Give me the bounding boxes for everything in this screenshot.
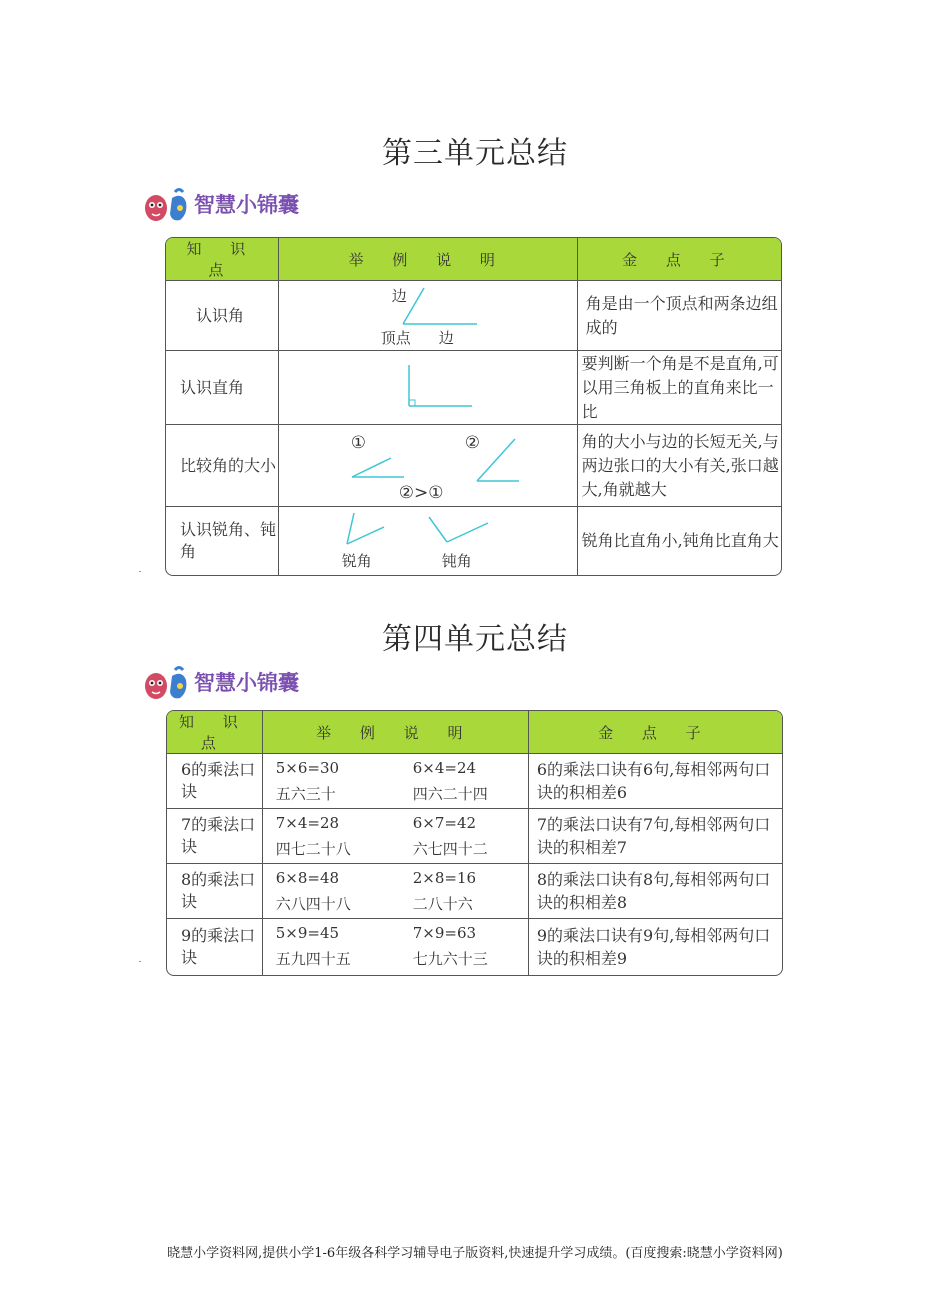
right-angle-diagram <box>279 351 579 425</box>
header-example: 举 例 说 明 <box>279 238 578 281</box>
knowledge-point: 9的乘法口诀 <box>167 919 263 975</box>
table-row <box>167 919 782 975</box>
table-header <box>167 711 782 754</box>
vertex-label: 顶点 <box>380 329 411 347</box>
unit3-badge <box>142 184 299 224</box>
tip-text: 锐角比直角小,钝角比直角大 <box>581 531 779 550</box>
header-point: 知 识 点 <box>167 711 263 754</box>
table-row <box>166 351 781 425</box>
knowledge-point: 认识锐角、钝角 <box>166 507 279 575</box>
page-footer: 晓慧小学资料网,提供小学1-6年级各科学习辅导电子版资料,快速提升学习成绩。(百度搜索:晓慧小学资料网) <box>167 1246 783 1261</box>
acute-label: 锐角 <box>341 552 372 570</box>
example-cell <box>263 754 529 809</box>
angle-2-label: ② <box>464 433 480 453</box>
equation: 6×4=24 <box>412 759 477 777</box>
equation: 2×8=16 <box>412 869 477 887</box>
obtuse-label: 钝角 <box>441 552 472 570</box>
example-cell <box>279 507 578 575</box>
header-tip: 金 点 子 <box>529 711 782 754</box>
mascot-icon <box>142 184 190 224</box>
rhyme: 六八四十八 <box>275 895 351 913</box>
comparison-label: ②>① <box>398 483 444 503</box>
unit4-title: 第四单元总结 <box>382 622 568 657</box>
rhyme: 四七二十八 <box>275 840 351 858</box>
knowledge-point: 比较角的大小 <box>166 425 279 507</box>
equation: 7×4=28 <box>275 814 340 832</box>
knowledge-point: 6的乘法口诀 <box>167 754 263 809</box>
rhyme: 六七四十二 <box>412 840 488 858</box>
tip-text: 角是由一个顶点和两条边组成的 <box>578 281 781 351</box>
tip-text: 角的大小与边的长短无关,与两边张口的大小有关,张口越大,角就越大 <box>578 425 781 507</box>
table-row <box>166 425 781 507</box>
badge-label: 智慧小锦囊 <box>194 671 299 695</box>
equation: 6×7=42 <box>412 814 477 832</box>
example-cell <box>263 864 529 919</box>
knowledge-point: 认识直角 <box>166 351 279 425</box>
table-row <box>167 754 782 809</box>
rhyme: 四六二十四 <box>412 785 488 803</box>
table-row <box>167 864 782 919</box>
unit3-title: 第三单元总结 <box>382 136 568 171</box>
equation: 5×6=30 <box>275 759 340 777</box>
angle-diagram <box>279 281 579 351</box>
unit4-badge <box>142 662 299 702</box>
side-label: 边 <box>391 287 407 305</box>
knowledge-point: 8的乘法口诀 <box>167 864 263 919</box>
example-cell <box>263 809 529 864</box>
rhyme: 二八十六 <box>412 895 473 913</box>
table-header <box>166 238 781 281</box>
example-cell <box>279 351 578 425</box>
unit3-table <box>165 237 782 576</box>
rhyme: 五九四十五 <box>275 950 351 968</box>
equation: 7×9=63 <box>412 924 477 942</box>
table-row <box>167 809 782 864</box>
angle-1-label: ① <box>350 433 366 453</box>
table-row <box>166 507 781 575</box>
badge-label: 智慧小锦囊 <box>194 193 299 217</box>
example-cell <box>279 281 578 351</box>
tip-text: 6的乘法口诀有6句,每相邻两句口诀的积相差6 <box>529 754 782 809</box>
table-row <box>166 281 781 351</box>
knowledge-point: 认识角 <box>166 281 279 351</box>
header-example: 举 例 说 明 <box>263 711 529 754</box>
tip-text: 要判断一个角是不是直角,可以用三角板上的直角来比一比 <box>578 351 781 425</box>
example-cell <box>263 919 529 975</box>
tip-text: 8的乘法口诀有8句,每相邻两句口诀的积相差8 <box>529 864 782 919</box>
header-point: 知 识 点 <box>166 238 279 281</box>
rhyme: 五六三十 <box>275 785 336 803</box>
example-cell <box>279 425 578 507</box>
tip-text: 7的乘法口诀有7句,每相邻两句口诀的积相差7 <box>529 809 782 864</box>
side-label: 边 <box>438 329 454 347</box>
rhyme: 七九六十三 <box>412 950 488 968</box>
header-tip: 金 点 子 <box>578 238 781 281</box>
acute-obtuse-diagram <box>279 507 579 575</box>
tip-text: 9的乘法口诀有9句,每相邻两句口诀的积相差9 <box>536 926 771 968</box>
knowledge-point: 7的乘法口诀 <box>167 809 263 864</box>
equation: 6×8=48 <box>275 869 340 887</box>
unit4-table <box>166 710 783 976</box>
mascot-icon <box>142 662 190 702</box>
equation: 5×9=45 <box>275 924 340 942</box>
